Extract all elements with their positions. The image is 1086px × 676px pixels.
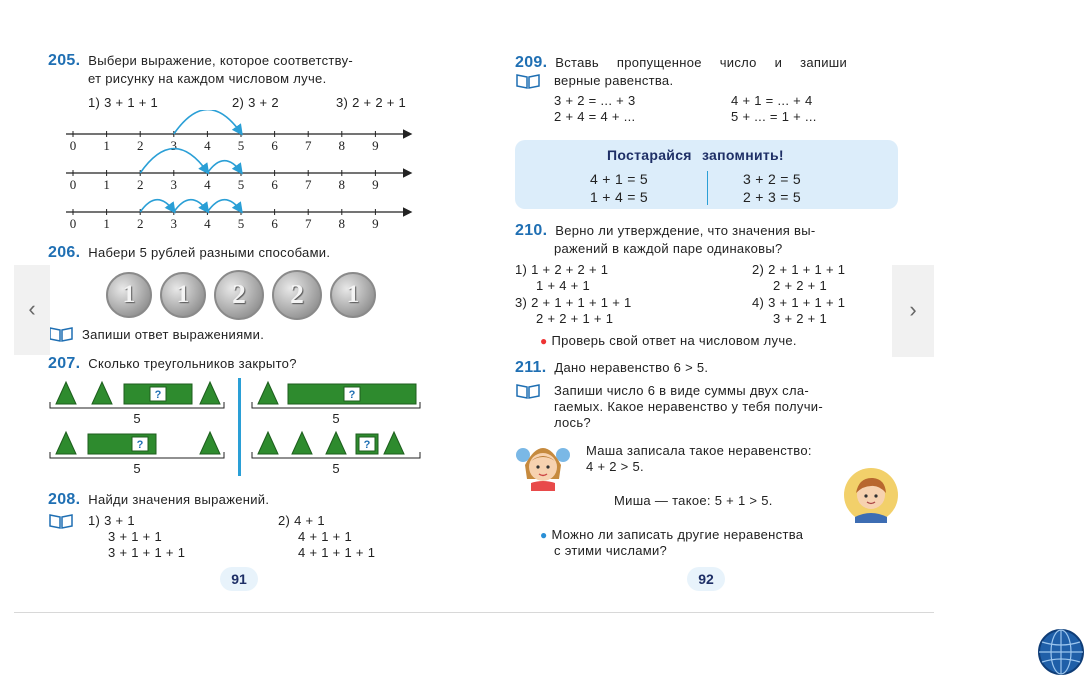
tick-label: 3	[170, 138, 178, 153]
question-mark: ?	[363, 439, 371, 451]
tick-label: 1	[103, 177, 110, 192]
page-number-91: 91	[220, 567, 258, 591]
triangles-panel-1	[50, 382, 224, 426]
count-label: 5	[332, 461, 340, 476]
ex208-col2-row2: 4 + 1 + 1	[298, 529, 353, 544]
tick-label: 9	[372, 216, 379, 231]
tick-label: 5	[237, 216, 245, 231]
remember-col2-row1: 3 + 2 = 5	[743, 171, 801, 187]
green-triangle	[292, 432, 312, 454]
ex209-text-line1: Вставь пропущенное число и запиши	[555, 55, 848, 70]
triangles-panel-2	[252, 382, 420, 426]
ex208-number: 208.	[48, 491, 81, 508]
tick-label: 0	[69, 216, 77, 231]
tick-label: 9	[372, 177, 379, 192]
ex208-header	[48, 492, 269, 508]
coin-value: 1	[346, 280, 360, 308]
tick-label: 7	[304, 177, 312, 192]
green-triangle	[92, 382, 112, 404]
ex210-col2-row4: 3 + 2 + 1	[773, 311, 828, 326]
ex210-col2-row2: 2 + 2 + 1	[773, 278, 828, 293]
chevron-right-icon: ›	[909, 297, 917, 322]
tick-label: 7	[304, 216, 312, 231]
ex210-col1-row3: 3) 2 + 1 + 1 + 1 + 1	[515, 295, 632, 310]
ex206-number: 206.	[48, 244, 81, 261]
jump-arc	[207, 200, 241, 212]
jump-arc	[174, 110, 241, 134]
ex205-number: 205.	[48, 52, 81, 69]
ex209-col2-row1: 4 + 1 = ... + 4	[731, 93, 813, 108]
ex205-option-2: 2) 3 + 2	[232, 95, 279, 110]
green-triangle	[200, 382, 220, 404]
ex210-col1-row1: 1) 1 + 2 + 2 + 1	[515, 262, 609, 277]
remember-divider	[707, 171, 708, 205]
book-icon	[48, 513, 74, 529]
tick-label: 2	[136, 216, 144, 231]
jump-arc	[174, 200, 208, 212]
ex208-col2-row1: 2) 4 + 1	[278, 513, 325, 528]
tick-label: 2	[136, 138, 144, 153]
green-triangle	[258, 382, 278, 404]
ex210-text-line1: Верно ли утверждение, что значения вы-	[555, 223, 816, 238]
triangles-diagram	[48, 378, 428, 483]
prev-page-button[interactable]	[14, 265, 50, 355]
tick-label: 4	[204, 138, 211, 153]
ex209-col2-row2: 5 + ... = 1 + ...	[731, 109, 817, 124]
ex208-col1-row3: 3 + 1 + 1 + 1	[108, 545, 186, 560]
ex208-col2-row3: 4 + 1 + 1 + 1	[298, 545, 376, 560]
ex211-question-line2: с этими числами?	[554, 543, 668, 558]
number-line-2	[66, 149, 410, 192]
ex205-text-line1: Выбери выражение, которое соответству-	[88, 53, 354, 68]
ex206-header	[48, 245, 330, 261]
ex209-number: 209.	[515, 54, 548, 71]
coin-2-ruble-icon	[214, 270, 264, 320]
ex211-text: Дано неравенство 6 > 5.	[554, 360, 709, 375]
tick-label: 4	[204, 177, 211, 192]
ex205-option-1: 1) 3 + 1 + 1	[88, 95, 159, 110]
tick-label: 6	[271, 177, 278, 192]
ex211-question-line1: Можно ли записать другие неравенства	[551, 527, 804, 542]
tick-label: 1	[103, 138, 110, 153]
jump-arc	[207, 161, 241, 173]
ex211-header	[515, 360, 708, 376]
triangles-panel-3	[50, 432, 224, 476]
ex210-text-line2: ражений в каждой паре одинаковы?	[554, 241, 783, 256]
globe-logo-icon[interactable]	[1037, 628, 1085, 676]
ex208-col1-row1: 1) 3 + 1	[88, 513, 135, 528]
book-icon	[515, 73, 541, 89]
coin-1-ruble-icon	[330, 272, 376, 318]
coins-row	[106, 270, 376, 320]
blue-bullet-icon: ●	[540, 528, 548, 542]
book-icon	[48, 326, 74, 342]
tick-label: 3	[170, 216, 178, 231]
tick-label: 4	[204, 216, 211, 231]
ex210-header	[515, 223, 816, 239]
tick-label: 5	[237, 138, 245, 153]
masha-girl-icon	[515, 435, 571, 491]
ex208-text: Найди значения выражений.	[88, 492, 270, 507]
ex206-text: Набери 5 рублей разными способами.	[88, 245, 331, 260]
tick-label: 8	[338, 216, 346, 231]
jump-arc	[140, 200, 174, 212]
question-mark: ?	[154, 389, 162, 401]
chevron-left-icon: ‹	[28, 296, 36, 321]
masha-line2: 4 + 2 > 5.	[586, 459, 644, 474]
coin-value: 2	[290, 278, 304, 309]
tick-label: 0	[69, 177, 77, 192]
question-mark: ?	[136, 439, 144, 451]
misha-line: Миша — такое: 5 + 1 > 5.	[614, 493, 773, 508]
green-triangle	[56, 432, 76, 454]
green-triangle	[56, 382, 76, 404]
triangles-panel-4	[252, 432, 420, 476]
number-line-1	[66, 110, 410, 153]
ex205-header	[48, 53, 353, 69]
number-line-3	[66, 200, 410, 231]
ex207-text: Сколько треугольников закрыто?	[88, 356, 297, 371]
coin-value: 1	[122, 280, 136, 308]
ex209-col1-row2: 2 + 4 = 4 + ...	[554, 109, 636, 124]
remember-col1-row1: 4 + 1 = 5	[590, 171, 648, 187]
tick-label: 8	[338, 138, 346, 153]
tick-label: 7	[304, 138, 312, 153]
question-mark: ?	[348, 389, 356, 401]
page-number-92: 92	[687, 567, 725, 591]
tick-label: 6	[271, 216, 278, 231]
number-lines	[60, 110, 420, 235]
tick-label: 3	[170, 177, 178, 192]
coin-value: 2	[232, 278, 246, 309]
ex210-check	[540, 333, 797, 349]
tick-label: 2	[136, 177, 144, 192]
ex207-number: 207.	[48, 355, 81, 372]
ex211-question	[540, 527, 803, 543]
ex209-header	[515, 55, 847, 71]
bottom-divider	[14, 612, 934, 613]
masha-line1: Маша записала такое неравенство:	[586, 443, 812, 458]
tick-label: 1	[103, 216, 110, 231]
count-label: 5	[332, 411, 340, 426]
ex211-number: 211.	[515, 359, 547, 376]
remember-box	[515, 140, 898, 209]
coin-value: 1	[176, 280, 190, 308]
red-bullet-icon: ●	[540, 334, 548, 348]
green-triangle	[258, 432, 278, 454]
ex210-check-text: Проверь свой ответ на числовом луче.	[551, 333, 797, 348]
ex208-col1-row2: 3 + 1 + 1	[108, 529, 163, 544]
ex210-number: 210.	[515, 222, 548, 239]
ex211-task-line2: гаемых. Какое неравенство у тебя получи-	[554, 399, 823, 414]
tick-label: 0	[69, 138, 77, 153]
ex209-text-line2: верные равенства.	[554, 73, 674, 88]
coin-1-ruble-icon	[106, 272, 152, 318]
remember-col2-row2: 2 + 3 = 5	[743, 189, 801, 205]
green-triangle	[326, 432, 346, 454]
ex205-text-line2: ет рисунку на каждом числовом луче.	[88, 71, 327, 86]
remember-title: Постарайся запомнить!	[607, 147, 784, 163]
tick-label: 5	[237, 177, 245, 192]
ex211-task-line1: Запиши число 6 в виде суммы двух сла-	[554, 383, 809, 398]
remember-col1-row2: 1 + 4 = 5	[590, 189, 648, 205]
green-triangle	[200, 432, 220, 454]
ex205-option-3: 3) 2 + 2 + 1	[336, 95, 407, 110]
ex210-col1-row2: 1 + 4 + 1	[536, 278, 591, 293]
count-label: 5	[133, 461, 141, 476]
coin-2-ruble-icon	[272, 270, 322, 320]
ex207-header	[48, 356, 297, 372]
ex210-col1-row4: 2 + 2 + 1 + 1	[536, 311, 614, 326]
count-label: 5	[133, 411, 141, 426]
misha-boy-icon	[843, 467, 899, 523]
coin-1-ruble-icon	[160, 272, 206, 318]
ex210-col2-row1: 2) 2 + 1 + 1 + 1	[752, 262, 846, 277]
next-page-button[interactable]	[892, 265, 934, 357]
green-triangle	[384, 432, 404, 454]
ex209-col1-row1: 3 + 2 = ... + 3	[554, 93, 636, 108]
ex211-task-line3: лось?	[554, 415, 591, 430]
tick-label: 8	[338, 177, 346, 192]
tick-label: 9	[372, 138, 379, 153]
ex210-col2-row3: 4) 3 + 1 + 1 + 1	[752, 295, 846, 310]
ex206-task: Запиши ответ выражениями.	[82, 327, 265, 342]
tick-label: 6	[271, 138, 278, 153]
book-icon	[515, 383, 541, 399]
